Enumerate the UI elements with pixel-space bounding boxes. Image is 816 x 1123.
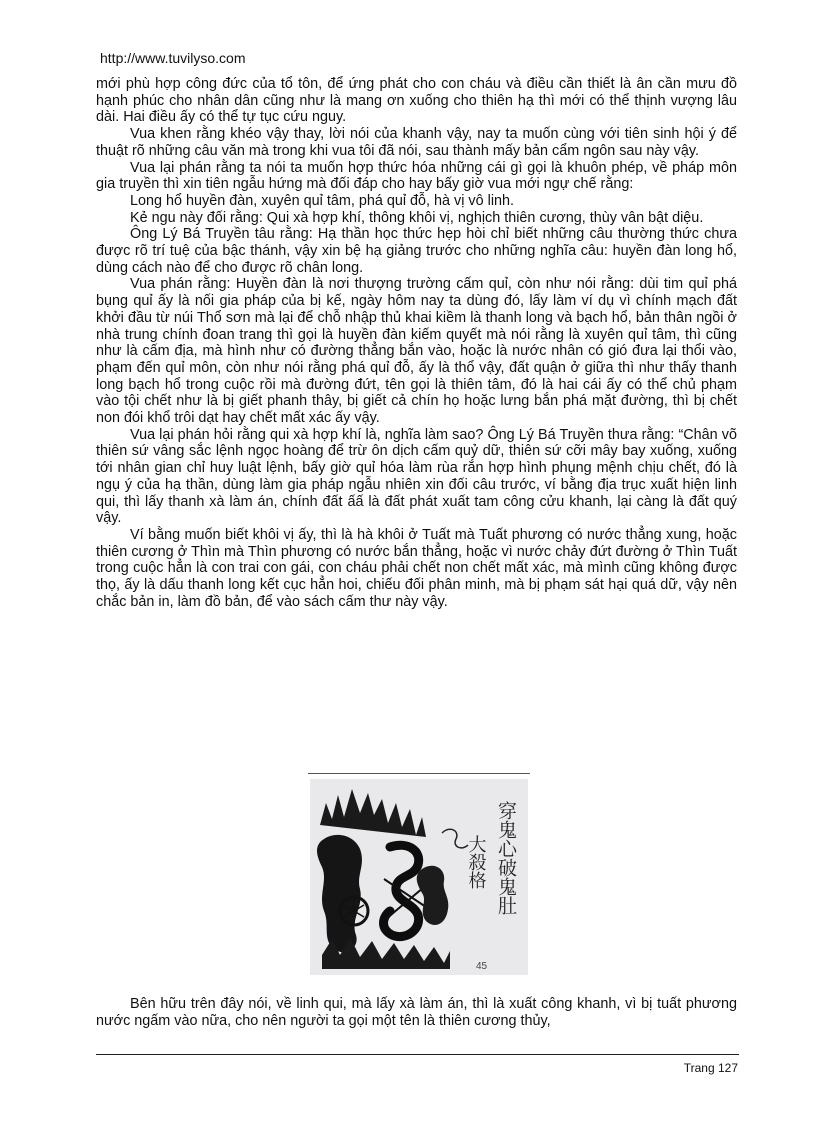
header-url[interactable]: http://www.tuvilyso.com: [100, 50, 246, 66]
paragraph: Long hổ huyền đàn, xuyên quỉ tâm, phá quỉ đỗ, hà vị vô linh.: [130, 192, 515, 209]
figure-mark: 45: [476, 961, 488, 972]
body-text: [96, 76, 737, 611]
mountain-range: [320, 789, 426, 837]
page-number: Trang 127: [683, 1061, 738, 1075]
figure-caption-right: 穿鬼心破鬼肚: [495, 801, 517, 915]
paragraph: Kẻ ngu này đối rằng: Qui xà hợp khí, thông khôi vị, nghịch thiên cương, thùy vân bật diệu.: [130, 209, 704, 226]
paragraph-after-figure: Bên hữu trên đây nói, về linh qui, mà lấy xà làm án, thì là xuất công khanh, vì bị tuất phương nước ngấm vào nữa, cho nên người ta gọi một tên là thiên cương thủy,: [96, 996, 737, 1029]
paragraph: Vua khen rằng khéo vậy thay, lời nói của khanh vậy, nay ta muốn cùng với tiên sinh hội ý để thuật rõ những câu văn mà trong khi vua tôi đã nói, sau thành mấy bản cẩm ngôn sau này vậy.: [96, 126, 737, 159]
paragraph: Ví bằng muốn biết khôi vị ấy, thì là hà khôi ở Tuất mà Tuất phương có nước thẳng xung, hoặc thiên cương ở Thìn mà Thìn phương có nước bắn thẳng, hoặc vì nước chảy đứt đường ở Thìn Tuất trong cuộc hẳn là con trai con gái, con cháu phải chết non chết mất xác, mà mình cũng không được thọ, ấy là dấu thanh long kết cục hẳn hoi, chiếu đối phân minh, mà bị phạm sát hại quá dữ, vậy nên chắc bản in, làm đồ bản, để vào sách cấm thư này vậy.: [96, 526, 737, 610]
paragraph: Ông Lý Bá Truyền tâu rằng: Hạ thần học thức hẹp hòi chỉ biết những câu thường thức chưa được rõ trí tuệ của bậc thánh, vậy xin bệ hạ giảng trước cho những nghĩa câu: huyền đàn long hổ, dùng cách nào để cho được rõ chân long.: [96, 226, 737, 276]
figure-caption-left: 大殺格: [465, 835, 487, 889]
footer-rule: [96, 1054, 739, 1055]
figure-top-rule: [308, 773, 530, 774]
paragraph: Vua phán rằng: Huyền đàn là nơi thượng trường cấm quỉ, còn như nói rằng: dùi tim quỉ phá bụng quỉ ấy là nối gia pháp của bị kế, ngày hôm nay ta dùng đó, lấy làm ví dụ vì chính mạch đất khởi đầu từ núi Thổ sơn mà lại để chỗ nhập thủ khai kiềm là thanh long và bạch hổ, bản thân ngồi ở nhà trung chính đoan trang thì gọi là huyền đàn kiếm quyết mà nói rằng là xuyên quỉ tâm, thì cũng như là cấm địa, mà hình như có đường thẳng bắn vào, hoặc là nước nhân có gió đưa lại thổi vào, phạm đến quỉ môn, còn như nói rằng phá quỉ đỗ, ấy là thổ vậy, đất quận ở giữa thì như thấy thanh long bạch hổ trong cuộc rồi mà đường đứt, tên gọi là thiên tâm, đó là hai cái ấy có thể chủ phạm vào tội chết như là bị giết phanh thây, bị giết cả chín họ hoặc lưng bắn phá mặt đường, thì bị chết non đói khổ trôi dạt hay chết mất xác ấy vậy.: [96, 276, 737, 427]
paragraph: mới phù hợp công đức của tổ tôn, để ứng phát cho con cháu và điều cần thiết là ân cần mưu đồ hạnh phúc cho nhân dân cũng như là mang ơn xuống cho thiên hạ thì mới có thể thịnh vượng lâu dài. Hai điều ấy có thể tự tục cứu nguy.: [96, 76, 737, 126]
diagram-figure: [308, 773, 530, 976]
feng-shui-diagram: [310, 779, 528, 975]
figure-scan: [310, 779, 528, 975]
paragraph: Vua lại phán rằng ta nói ta muốn hợp thức hóa những cái gì gọi là khuôn phép, về pháp môn gia truyền thì xin tiên ngẫu hứng mà đối đáp cho hay bấy giờ vua mới ngự chế rằng:: [96, 159, 737, 193]
left-mass: [317, 835, 362, 952]
paragraph: Vua lại phán hỏi rằng qui xà hợp khí là, nghĩa làm sao? Ông Lý Bá Truyền thưa rằng: “Chân võ thiên sứ vâng sắc lệnh ngọc hoàng để trừ ôn dịch cấm quỷ dữ, thiên sứ cỡi mây bay xuống, xuống tới nhân gian chỉ huy luật lệnh, bấy giờ quỉ hóa làm rùa rắn hợp hình phụng mệnh chịu chết, đó là ngụ ý của hạ thần, dùng làm gia pháp ngẫu nhiên xin đối câu trước, ví bằng địa trục xuất hiện linh qui, thì lấy thanh xà làm án, chính đất ấấ là đất phát xuất tam công cửu khanh, lại càng là đất quý vậy.: [96, 426, 737, 527]
squiggle: [442, 829, 468, 848]
